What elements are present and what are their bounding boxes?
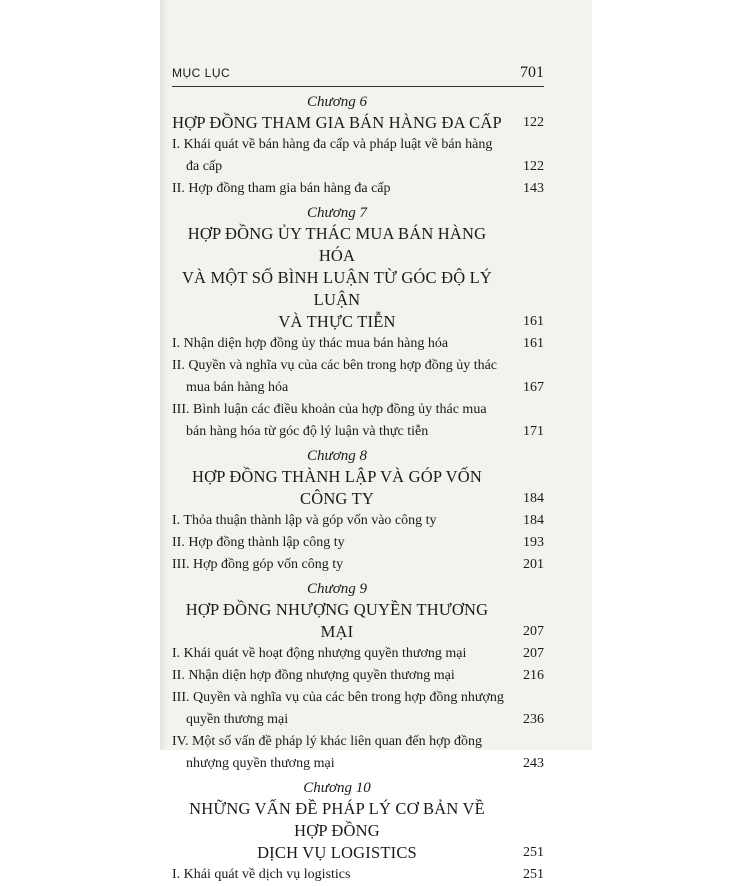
page-ref: 143 bbox=[523, 181, 544, 196]
table-of-contents bbox=[172, 92, 544, 886]
page-ref: 216 bbox=[523, 668, 544, 683]
page-ref: 171 bbox=[523, 424, 544, 439]
page-ref: 184 bbox=[523, 491, 544, 506]
chapter-title: HỢP ĐỒNG ỦY THÁC MUA BÁN HÀNG HÓA bbox=[187, 224, 487, 265]
chapter-title: VÀ THỰC TIỄN bbox=[278, 312, 396, 331]
chapter-title-row bbox=[172, 112, 544, 134]
entry-text: III. Hợp đồng góp vốn công ty bbox=[172, 557, 344, 572]
toc-entry bbox=[172, 510, 544, 532]
entry-text-cont: đa cấp bbox=[186, 159, 223, 174]
entry-text: I. Thỏa thuận thành lập và góp vốn vào công ty bbox=[172, 513, 437, 528]
page-ref: 251 bbox=[523, 845, 544, 860]
toc-entry bbox=[172, 643, 544, 665]
entry-text: II. Hợp đồng tham gia bán hàng đa cấp bbox=[172, 181, 391, 196]
header-rule bbox=[172, 86, 544, 87]
chapter-title: DỊCH VỤ LOGISTICS bbox=[257, 843, 417, 862]
entry-text: I. Khái quát về dịch vụ logistics bbox=[172, 867, 351, 882]
page-ref: 184 bbox=[523, 513, 544, 528]
chapter-title: HỢP ĐỒNG THAM GIA BÁN HÀNG ĐA CẤP bbox=[172, 113, 502, 132]
chapter-title: NHỮNG VẤN ĐỀ PHÁP LÝ CƠ BẢN VỀ HỢP ĐỒNG bbox=[189, 799, 485, 840]
page-number: 701 bbox=[520, 64, 544, 81]
chapter-title-row bbox=[172, 311, 544, 333]
toc-entry bbox=[172, 532, 544, 554]
entry-text-cont: nhượng quyền thương mại bbox=[186, 756, 335, 771]
chapter-label: Chương 6 bbox=[307, 94, 367, 110]
chapter-label: Chương 8 bbox=[307, 448, 367, 464]
entry-text: III. Bình luận các điều khoản của hợp đồng ủy thác mua bbox=[172, 402, 487, 417]
toc-entry bbox=[172, 665, 544, 687]
toc-entry bbox=[172, 399, 544, 443]
page-ref: 161 bbox=[523, 336, 544, 351]
chapter-label: Chương 9 bbox=[307, 581, 367, 597]
page-ref: 207 bbox=[523, 624, 544, 639]
entry-text: II. Quyền và nghĩa vụ của các bên trong hợp đồng ủy thác bbox=[172, 358, 498, 373]
toc-entry bbox=[172, 731, 544, 775]
entry-text: I. Nhận diện hợp đồng ủy thác mua bán hàng hóa bbox=[172, 336, 449, 351]
entry-text-cont: mua bán hàng hóa bbox=[186, 380, 289, 395]
chapter-title: VÀ MỘT SỐ BÌNH LUẬN TỪ GÓC ĐỘ LÝ LUẬN bbox=[181, 268, 493, 309]
page-ref: 207 bbox=[523, 646, 544, 661]
toc-entry bbox=[172, 134, 544, 178]
chapter-label: Chương 10 bbox=[303, 780, 371, 796]
chapter-title-row bbox=[172, 466, 544, 510]
page-header bbox=[172, 64, 544, 86]
toc-entry bbox=[172, 554, 544, 576]
page-ref: 243 bbox=[523, 756, 544, 771]
toc-entry bbox=[172, 355, 544, 399]
entry-text: II. Hợp đồng thành lập công ty bbox=[172, 535, 345, 550]
page-ref: 167 bbox=[523, 380, 544, 395]
toc-entry bbox=[172, 687, 544, 731]
entry-text: IV. Một số vấn đề pháp lý khác liên quan đến hợp đồng bbox=[172, 734, 483, 749]
entry-text-cont: quyền thương mại bbox=[186, 712, 289, 727]
page-ref: 122 bbox=[523, 115, 544, 130]
chapter-title-row bbox=[172, 842, 544, 864]
chapter-title-row bbox=[172, 599, 544, 643]
chapter-title: HỢP ĐỒNG NHƯỢNG QUYỀN THƯƠNG MẠI bbox=[185, 600, 489, 641]
page-ref: 122 bbox=[523, 159, 544, 174]
toc-entry bbox=[172, 864, 544, 886]
chapter-label: Chương 7 bbox=[307, 205, 367, 221]
page-ref: 193 bbox=[523, 535, 544, 550]
section-title: MỤC LỤC bbox=[172, 66, 231, 80]
page-ref: 161 bbox=[523, 314, 544, 329]
toc-entry bbox=[172, 333, 544, 355]
entry-text: III. Quyền và nghĩa vụ của các bên trong hợp đồng nhượng bbox=[172, 690, 504, 705]
entry-text: I. Khái quát về bán hàng đa cấp và pháp luật về bán hàng bbox=[172, 137, 493, 152]
page-ref: 251 bbox=[523, 867, 544, 882]
page-ref: 236 bbox=[523, 712, 544, 727]
chapter-title: HỢP ĐỒNG THÀNH LẬP VÀ GÓP VỐN CÔNG TY bbox=[192, 467, 482, 508]
page-ref: 201 bbox=[523, 557, 544, 572]
toc-entry bbox=[172, 178, 544, 200]
entry-text: I. Khái quát về hoạt động nhượng quyền thương mại bbox=[172, 646, 467, 661]
entry-text: II. Nhận diện hợp đồng nhượng quyền thương mại bbox=[172, 668, 455, 683]
entry-text-cont: bán hàng hóa từ góc độ lý luận và thực tiễn bbox=[186, 424, 429, 439]
